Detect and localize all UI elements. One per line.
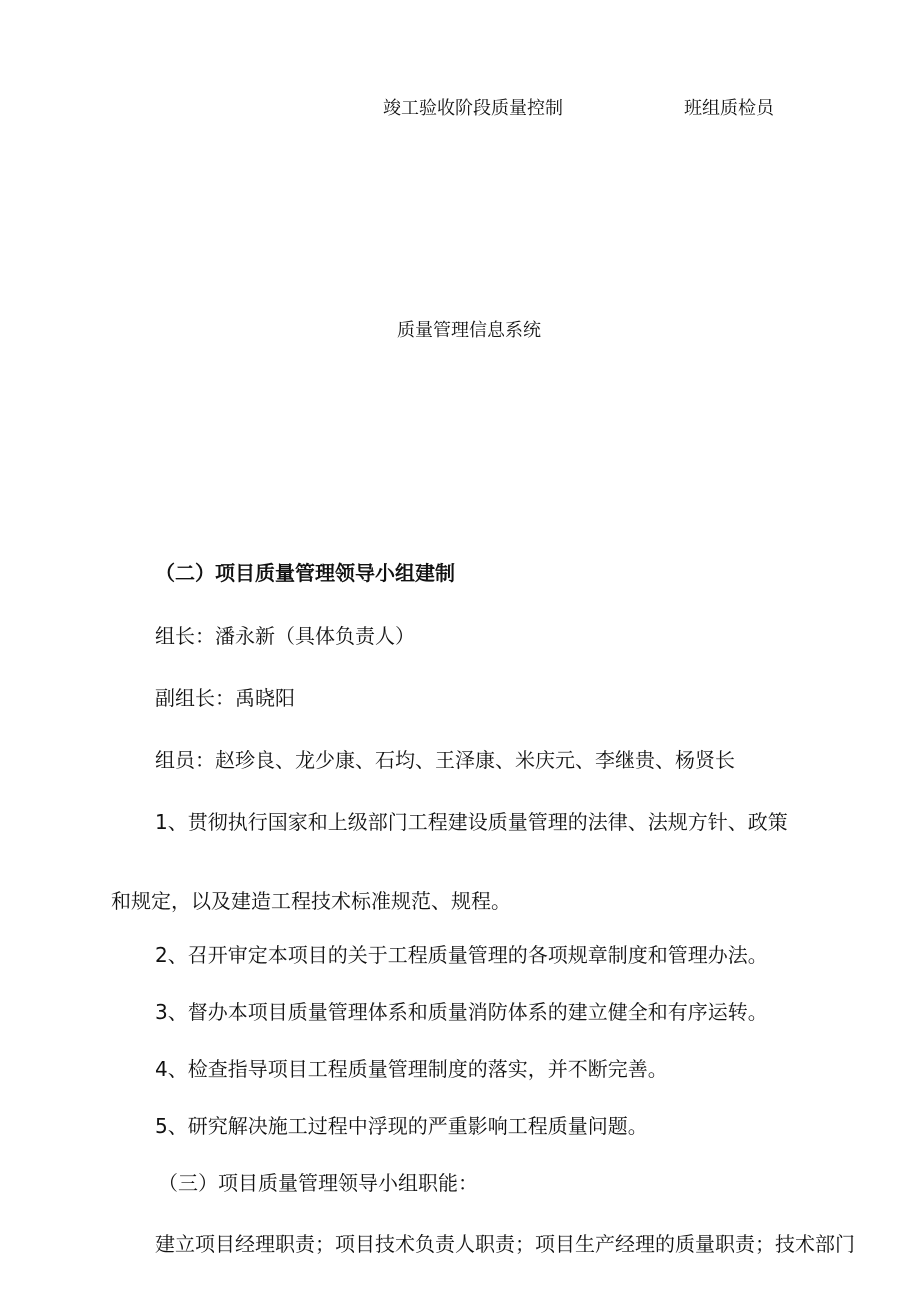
leader-line: 组长：潘永新（具体负责人） [155,624,415,648]
item-3: 3、督办本项目质量管理体系和质量消防体系的建立健全和有序运转。 [155,1000,768,1024]
section3-text: 建立项目经理职责；项目技术负责人职责；项目生产经理的质量职责；技术部门 [155,1232,855,1256]
item-5: 5、研究解决施工过程中浮现的严重影响工程质量问题。 [155,1114,648,1138]
item-1: 1、贯彻执行国家和上级部门工程建设质量管理的法律、法规方针、政策 [155,810,788,834]
item-1-continued: 和规定，以及建造工程技术标准规范、规程。 [111,889,511,913]
section2-heading: （二）项目质量管理领导小组建制 [155,561,455,585]
deputy-line: 副组长：禹晓阳 [155,686,295,710]
item-2: 2、召开审定本项目的关于工程质量管理的各项规章制度和管理办法。 [155,943,768,967]
members-line: 组员：赵珍良、龙少康、石均、王泽康、米庆元、李继贵、杨贤长 [155,748,735,772]
item-4: 4、检查指导项目工程质量管理制度的落实，并不断完善。 [155,1057,668,1081]
section3-heading: （三）项目质量管理领导小组职能： [158,1171,478,1195]
role-label: 班组质检员 [684,98,774,119]
stage-label: 竣工验收阶段质量控制 [383,98,563,119]
system-label: 质量管理信息系统 [397,320,541,341]
